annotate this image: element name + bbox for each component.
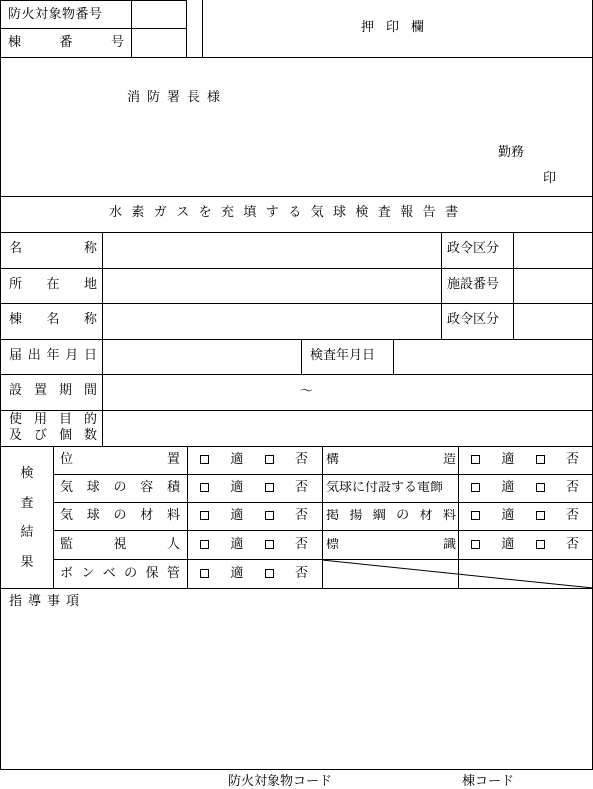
right-result-3 bbox=[471, 538, 579, 551]
ordinance-category-field-2[interactable] bbox=[514, 304, 592, 339]
location-field[interactable] bbox=[103, 269, 441, 303]
left-suitable-label-0: 適 bbox=[230, 452, 244, 467]
fire-object-code-label: 防火対象物コード bbox=[228, 774, 333, 789]
right-label-divider-a bbox=[441, 232, 442, 339]
right-result-1 bbox=[471, 481, 579, 494]
left-unsuitable-checkbox-0[interactable] bbox=[265, 455, 274, 464]
fire-object-number-field[interactable] bbox=[131, 0, 187, 29]
right-suitable-checkbox-1[interactable] bbox=[471, 483, 480, 492]
right-item-label-0: 構 造 bbox=[326, 453, 456, 466]
inspection-label-divider bbox=[53, 446, 54, 589]
right-suitable-label-3: 適 bbox=[501, 537, 515, 552]
period-separator: ～ bbox=[300, 384, 314, 399]
right-suitable-label-2: 適 bbox=[501, 508, 515, 523]
left-result-1 bbox=[200, 481, 308, 494]
location-label: 所 在 地 bbox=[9, 277, 97, 292]
right-suitable-checkbox-0[interactable] bbox=[471, 455, 480, 464]
fire-object-number-label: 防火対象物番号 bbox=[8, 7, 103, 22]
left-result-4 bbox=[200, 567, 308, 580]
left-result-2 bbox=[200, 509, 308, 522]
left-item-label-0: 位 置 bbox=[60, 452, 180, 467]
left-unsuitable-label-4: 否 bbox=[294, 566, 308, 581]
inspect-rule-1 bbox=[53, 474, 593, 475]
building-code-label: 棟コード bbox=[462, 774, 515, 789]
left-result-3 bbox=[200, 538, 308, 551]
seal-mark: 印 bbox=[543, 171, 557, 186]
building-number-label: 棟 番 号 bbox=[8, 35, 124, 50]
facility-number-field[interactable] bbox=[514, 269, 592, 303]
left-unsuitable-label-3: 否 bbox=[294, 537, 308, 552]
facility-number-label: 施設番号 bbox=[447, 277, 500, 292]
date-divider-a bbox=[301, 339, 302, 374]
right-suitable-label-1: 適 bbox=[501, 480, 515, 495]
notification-date-field[interactable] bbox=[103, 340, 301, 374]
right-unsuitable-label-1: 否 bbox=[565, 480, 579, 495]
right-unsuitable-label-2: 否 bbox=[565, 508, 579, 523]
inspect-rule-3 bbox=[53, 530, 593, 531]
empty-cell-slash bbox=[322, 559, 593, 589]
right-result-2 bbox=[471, 509, 579, 522]
inspection-date-field[interactable] bbox=[394, 340, 592, 374]
left-suitable-checkbox-3[interactable] bbox=[200, 540, 209, 549]
guidance-field[interactable] bbox=[1, 612, 592, 768]
building-name-field[interactable] bbox=[103, 304, 441, 339]
usage-purpose-field[interactable] bbox=[103, 411, 592, 446]
usage-purpose-label-line2: 及 び 個 数 bbox=[9, 428, 97, 443]
right-unsuitable-checkbox-3[interactable] bbox=[536, 540, 545, 549]
left-unsuitable-label-2: 否 bbox=[294, 508, 308, 523]
usage-purpose-label-line1: 使 用 目 的 bbox=[9, 412, 97, 427]
inspection-date-label: 検査年月日 bbox=[310, 348, 376, 363]
title-top-rule bbox=[0, 196, 593, 197]
right-suitable-checkbox-3[interactable] bbox=[471, 540, 480, 549]
left-unsuitable-label-1: 否 bbox=[294, 480, 308, 495]
building-number-field[interactable] bbox=[131, 29, 187, 58]
left-suitable-checkbox-0[interactable] bbox=[200, 455, 209, 464]
form-title: 水素ガスを充填する気球検査報告書 bbox=[109, 205, 468, 220]
ordinance-category-field-1[interactable] bbox=[514, 233, 592, 268]
recipient-label: 消防署長様 bbox=[127, 90, 228, 105]
installation-period-label: 設 置 期 間 bbox=[9, 383, 97, 398]
left-suitable-label-1: 適 bbox=[230, 480, 244, 495]
left-unsuitable-checkbox-4[interactable] bbox=[265, 569, 274, 578]
seal-column-label: 押印欄 bbox=[361, 20, 437, 35]
guidance-label: 指導事項 bbox=[9, 594, 86, 609]
right-item-label-1: 気球に付設する電飾 bbox=[326, 481, 444, 494]
right-unsuitable-checkbox-0[interactable] bbox=[536, 455, 545, 464]
left-item-label-1: 気 球 の 容 積 bbox=[60, 480, 180, 495]
left-suitable-label-2: 適 bbox=[230, 508, 244, 523]
work-label: 勤務 bbox=[498, 145, 525, 160]
left-item-label-3: 監 視 人 bbox=[60, 537, 180, 552]
installation-period-field[interactable] bbox=[103, 375, 592, 410]
left-item-divider bbox=[187, 446, 188, 589]
left-suitable-label-3: 適 bbox=[230, 537, 244, 552]
name-field[interactable] bbox=[103, 233, 441, 268]
right-suitable-label-0: 適 bbox=[501, 452, 515, 467]
right-suitable-checkbox-2[interactable] bbox=[471, 511, 480, 520]
ordinance-category-label-1: 政令区分 bbox=[447, 241, 500, 256]
left-suitable-label-4: 適 bbox=[230, 566, 244, 581]
building-name-label: 棟 名 称 bbox=[9, 312, 97, 327]
left-result-0 bbox=[200, 453, 308, 466]
right-unsuitable-checkbox-1[interactable] bbox=[536, 483, 545, 492]
left-unsuitable-checkbox-2[interactable] bbox=[265, 511, 274, 520]
left-unsuitable-checkbox-3[interactable] bbox=[265, 540, 274, 549]
name-label: 名 称 bbox=[9, 241, 97, 256]
right-unsuitable-checkbox-2[interactable] bbox=[536, 511, 545, 520]
left-item-label-2: 気 球 の 材 料 bbox=[60, 508, 180, 523]
inspection-section-label: 検 査 結 果 bbox=[20, 466, 34, 570]
notification-date-label: 届 出 年 月 日 bbox=[9, 348, 97, 363]
left-unsuitable-checkbox-1[interactable] bbox=[265, 483, 274, 492]
left-suitable-checkbox-2[interactable] bbox=[200, 511, 209, 520]
right-unsuitable-label-3: 否 bbox=[565, 537, 579, 552]
left-suitable-checkbox-1[interactable] bbox=[200, 483, 209, 492]
right-item-label-2: 掲 揚 綱 の 材 料 bbox=[326, 509, 456, 522]
row-rule-6 bbox=[0, 446, 593, 447]
right-result-0 bbox=[471, 453, 579, 466]
left-unsuitable-label-0: 否 bbox=[294, 452, 308, 467]
left-item-label-4: ボ ン ベ の 保 管 bbox=[60, 566, 180, 581]
ordinance-category-label-2: 政令区分 bbox=[447, 312, 500, 327]
right-item-label-3: 標 識 bbox=[326, 538, 456, 551]
left-suitable-checkbox-4[interactable] bbox=[200, 569, 209, 578]
right-unsuitable-label-0: 否 bbox=[565, 452, 579, 467]
inspect-rule-2 bbox=[53, 502, 593, 503]
